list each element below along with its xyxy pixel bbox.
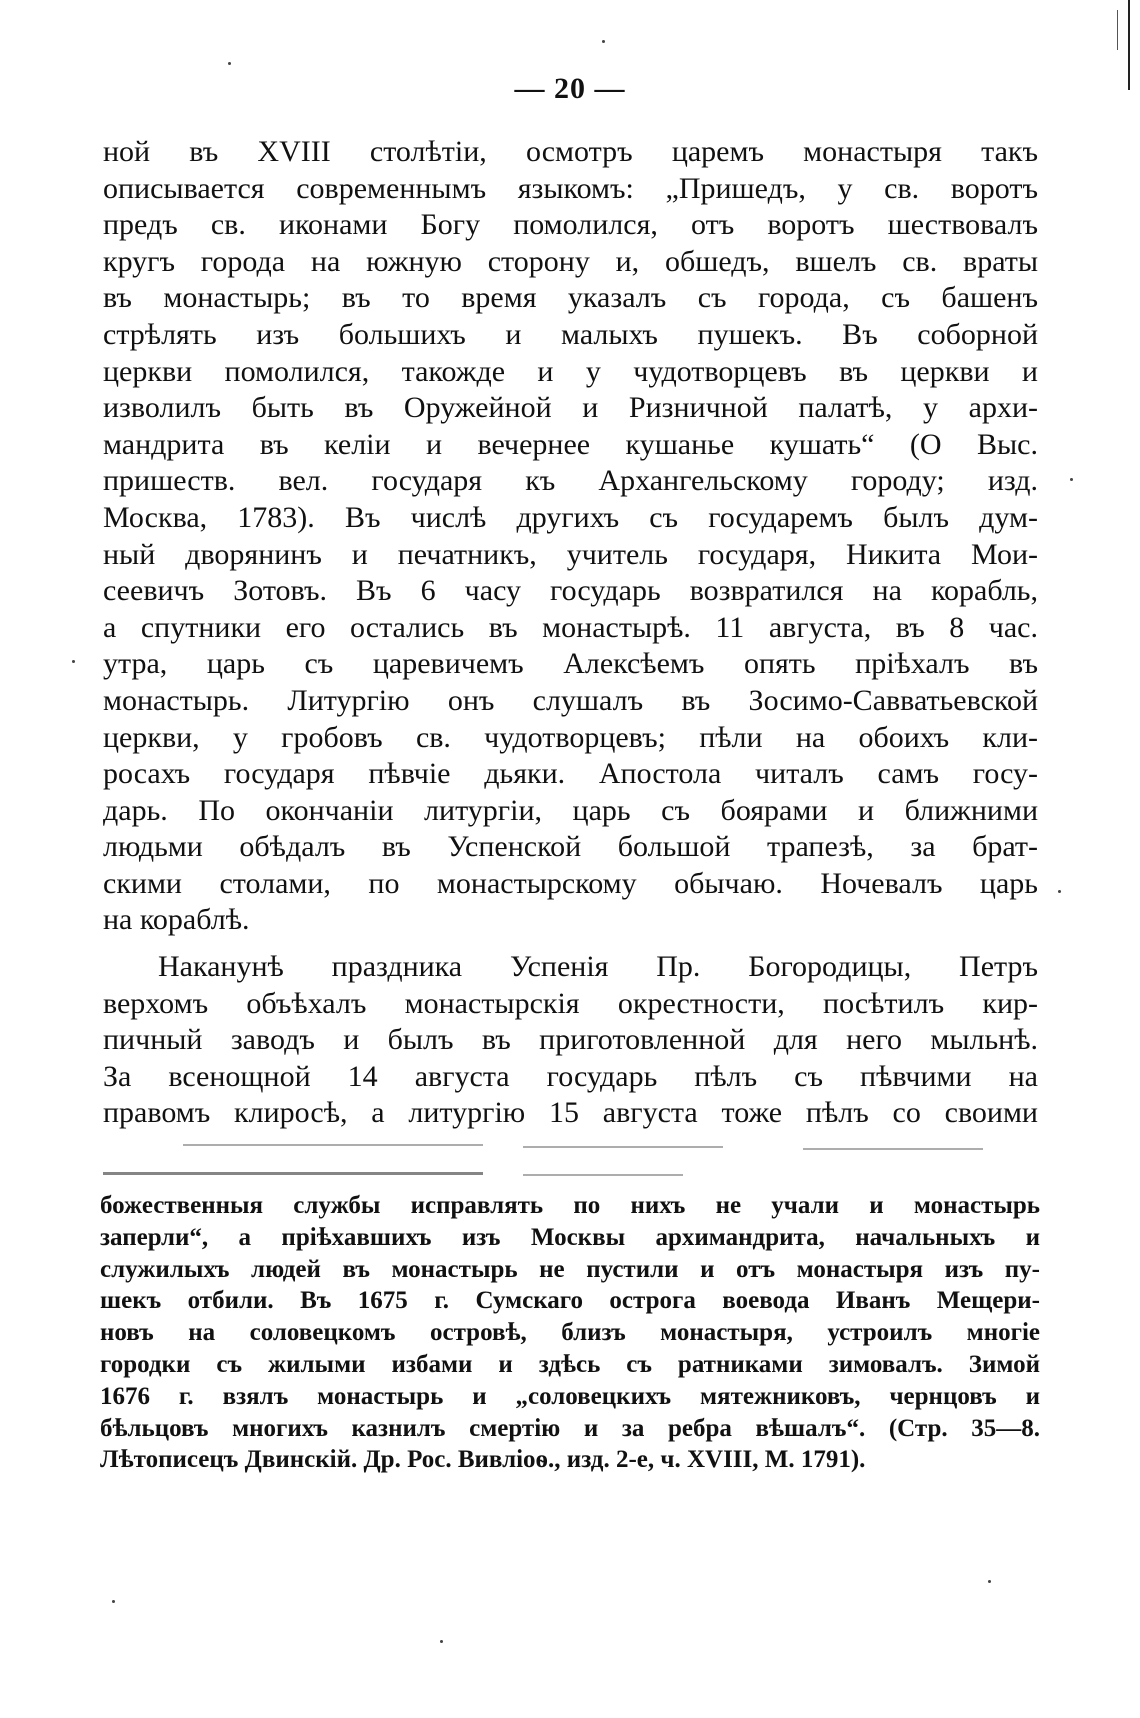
text-line: въ монастырь; въ то время указалъ съ города, съ башенъ xyxy=(103,281,1038,315)
paragraph-2 xyxy=(103,949,1038,1132)
text-line: людьми обѣдалъ въ Успенской большой трапезѣ, за брат- xyxy=(103,830,1038,864)
text-line: изволилъ быть въ Оружейной и Ризничной палатѣ, у архи- xyxy=(103,391,1038,425)
text-line: дарь. По окончаніи литургіи, царь съ боярами и ближними xyxy=(103,793,1038,827)
text-line: утра, царь съ царевичемъ Алексѣемъ опять пріѣхалъ въ xyxy=(103,647,1038,681)
footnote-line: божественныя службы исправлять по нихъ не учали и монастырь xyxy=(100,1192,1040,1219)
footnote xyxy=(100,1190,1040,1476)
paragraph-1 xyxy=(103,134,1038,939)
page-number: — 20 — xyxy=(514,72,626,105)
text-line: скими столами, по монастырскому обычаю. Ночевалъ царь xyxy=(103,866,1038,900)
footnote-line: Лѣтописецъ Двинскій. Др. Рос. Вивліоѳ., изд. 2-е, ч. XVIII, М. 1791). xyxy=(100,1446,866,1474)
scan-speck xyxy=(1070,478,1073,481)
footnote-line: служилыхъ людей въ монастырь не пустили и отъ монастыря изъ пу- xyxy=(100,1255,1040,1283)
text-line: пичный заводъ и былъ въ приготовленной для него мыльнѣ. xyxy=(103,1023,1038,1057)
text-line: Наканунѣ праздника Успенія Пр. Богородицы, Петръ xyxy=(158,950,1038,984)
text-line: правомъ клиросѣ, а литургію 15 августа тоже пѣлъ со своими xyxy=(103,1096,1038,1130)
scan-speck xyxy=(72,660,75,663)
text-line: стрѣлять изъ большихъ и малыхъ пушекъ. Въ соборной xyxy=(103,317,1038,351)
text-line: церкви помолился, такожде и у чудотворцевъ въ церкви и xyxy=(103,354,1038,388)
scan-speck xyxy=(440,1640,443,1643)
text-line: пришеств. вел. государя къ Архангельскому городу; изд. xyxy=(103,464,1038,498)
text-line: а спутники его остались въ монастырѣ. 11 августа, въ 8 час. xyxy=(103,610,1038,644)
footnote-line: заперли“, а пріѣхавшихъ изъ Москвы архимандрита, начальныхъ и xyxy=(100,1223,1040,1251)
scan-speck xyxy=(1058,890,1061,893)
scan-speck xyxy=(228,62,231,65)
footnote-line: бѣльцовъ многихъ казнилъ смертію и за ребра вѣшалъ“. (Стр. 35—8. xyxy=(100,1414,1040,1442)
text-line: сеевичъ Зотовъ. Въ 6 часу государь возвратился на корабль, xyxy=(103,574,1038,608)
scan-speck xyxy=(112,1600,115,1603)
text-line: монастырь. Литургію онъ слушалъ въ Зосимо-Савватьевской xyxy=(103,683,1038,717)
text-line: ной въ XVIII столѣтіи, осмотръ царемъ монастыря такъ xyxy=(103,135,1038,168)
illegible-line xyxy=(103,1162,1038,1192)
text-line: предъ св. иконами Богу помолился, отъ воротъ шествовалъ xyxy=(103,208,1038,242)
text-line: кругъ города на южную сторону и, обшедъ, вшелъ св. враты xyxy=(103,244,1038,278)
text-line: Москва, 1783). Въ числѣ другихъ съ государемъ былъ дум- xyxy=(103,500,1038,534)
main-text xyxy=(103,134,1038,1192)
scan-speck xyxy=(988,1580,991,1583)
text-line: За всенощной 14 августа государь пѣлъ съ пѣвчими на xyxy=(103,1059,1038,1093)
footnote-line: 1676 г. взялъ монастырь и „соловецкихъ мятежниковъ, чернцовъ и xyxy=(100,1382,1040,1410)
scan-edge-line xyxy=(1117,10,1118,50)
text-line: ный дворянинъ и печатникъ, учитель государя, Никита Мои- xyxy=(103,537,1038,571)
footnote-line: шекъ отбили. Въ 1675 г. Сумскаго острога воевода Иванъ Мещери- xyxy=(100,1287,1040,1315)
text-line: церкви, у гробовъ св. чудотворцевъ; пѣли на обоихъ кли- xyxy=(103,720,1038,754)
text-line: мандрита въ келіи и вечернее кушанье кушать“ (О Выс. xyxy=(103,427,1038,461)
text-line: описывается современнымъ языкомъ: „Пришедъ, у св. воротъ xyxy=(103,171,1038,205)
text-line: росахъ государя пѣвчіе дьяки. Апостола читалъ самъ госу- xyxy=(103,757,1038,791)
text-line: на кораблѣ. xyxy=(103,903,250,937)
footnote-line: городки съ жилыми избами и здѣсь съ ратниками зимовалъ. Зимой xyxy=(100,1350,1040,1378)
scan-speck xyxy=(602,40,605,43)
footnote-line: новъ на соловецкомъ островѣ, близъ монастыря, устроилъ многіе xyxy=(100,1319,1040,1347)
text-line: верхомъ объѣхалъ монастырскія окрестности, посѣтилъ кир- xyxy=(103,986,1038,1020)
illegible-line xyxy=(103,1132,1038,1162)
